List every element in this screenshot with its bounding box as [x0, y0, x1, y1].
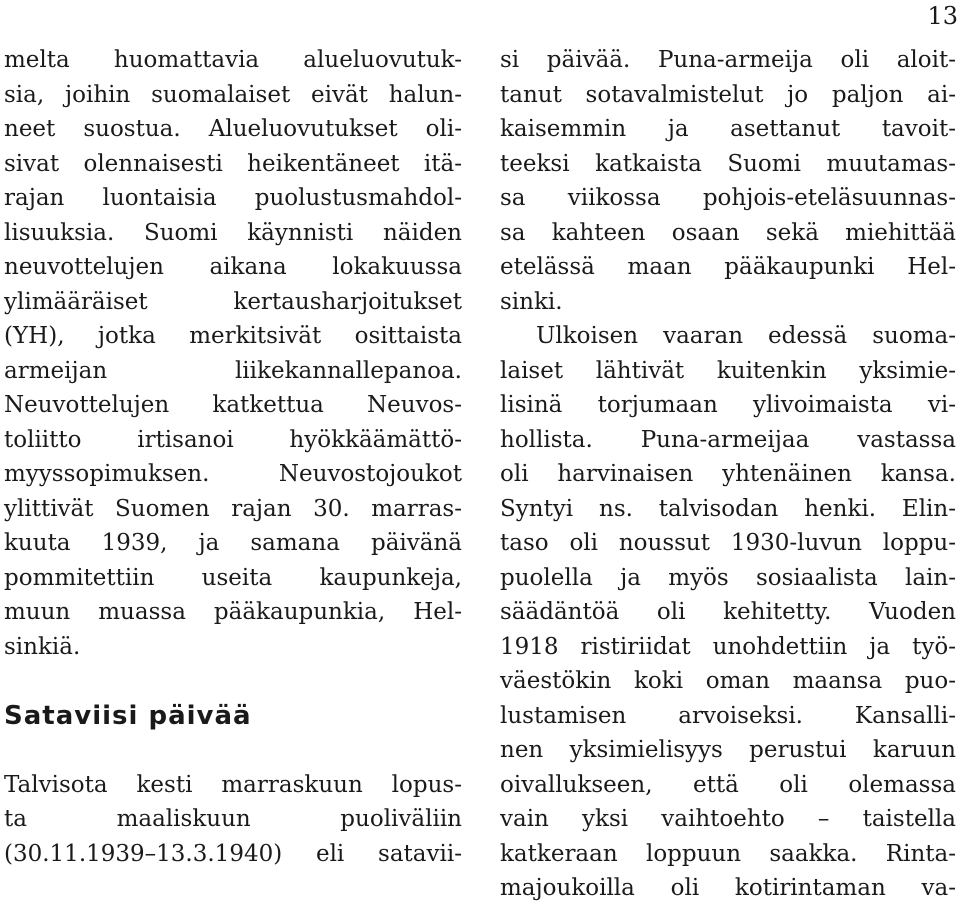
text-line: vain yksi vaihtoehto – taistella — [500, 806, 956, 832]
text-line: (30.11.1939–13.3.1940) eli satavii- — [4, 840, 462, 867]
text-line: Talvisota kesti marraskuun lopus- — [4, 771, 462, 798]
text-line: majoukoilla oli kotirintaman va- — [500, 875, 956, 901]
text-line: taso oli noussut 1930-luvun loppu- — [500, 530, 956, 556]
text-line: tanut sotavalmistelut jo paljon ai- — [500, 81, 956, 108]
text-line: rajan luontaisia puolustusmahdol- — [4, 185, 462, 211]
text-line: Ulkoisen vaaran edessä suoma- — [536, 323, 956, 349]
text-line: sivat olennaisesti heikentäneet itä- — [4, 150, 462, 177]
text-line: kaisemmin ja asettanut tavoit- — [500, 116, 956, 142]
text-line: ylittivät Suomen rajan 30. marras- — [4, 495, 462, 522]
text-line: armeijan liikekannallepanoa. — [4, 357, 462, 384]
text-line: ta maaliskuun puoliväliin — [4, 806, 462, 832]
text-line: toliitto irtisanoi hyökkäämättö- — [4, 426, 462, 453]
text-line: sia, joihin suomalaiset eivät halun- — [4, 81, 462, 108]
text-line: säädäntöä oli kehitetty. Vuoden — [500, 599, 956, 625]
paragraph — [500, 43, 956, 319]
text-line: myyssopimuksen. Neuvostojoukot — [4, 461, 462, 487]
paragraph — [4, 43, 462, 664]
text-line: nen yksimielisyys perustui karuun — [500, 737, 956, 763]
text-line: muun muassa pääkaupunkia, Hel- — [4, 599, 462, 625]
text-line: oli harvinaisen yhtenäinen kansa. — [500, 461, 956, 487]
text-line: si päivää. Puna-armeija oli aloit- — [500, 47, 956, 73]
text-line: neuvottelujen aikana lokakuussa — [4, 254, 462, 280]
text-line: kuuta 1939, ja samana päivänä — [4, 530, 462, 556]
text-line: neet suostua. Alueluovutukset oli- — [4, 116, 462, 142]
text-line: Neuvottelujen katkettua Neuvos- — [4, 392, 462, 418]
text-line: (YH), jotka merkitsivät osittaista — [4, 323, 462, 349]
paragraph — [4, 768, 462, 872]
right-column — [500, 43, 956, 906]
spacer — [4, 664, 462, 699]
text-line: lisinä torjumaan ylivoimaista vi- — [500, 392, 956, 418]
section-heading: Sataviisi päivää — [4, 700, 252, 731]
left-column — [4, 43, 462, 871]
text-line: pommitettiin useita kaupunkeja, — [4, 564, 462, 591]
text-line: ylimääräiset kertausharjoitukset — [4, 288, 462, 315]
spacer — [4, 733, 462, 768]
text-line: lisuuksia. Suomi käynnisti näiden — [4, 219, 462, 246]
text-line: etelässä maan pääkaupunki Hel- — [500, 254, 956, 280]
text-line: 1918 ristiriidat unohdettiin ja työ- — [500, 633, 956, 660]
text-line: katkeraan loppuun saakka. Rinta- — [500, 840, 956, 867]
text-line: sinki. — [500, 288, 563, 315]
text-line: Syntyi ns. talvisodan henki. Elin- — [500, 495, 956, 522]
text-line: sa viikossa pohjois-eteläsuunnas- — [500, 185, 956, 211]
text-line: sa kahteen osaan sekä miehittää — [500, 219, 956, 246]
page-number: 13 — [927, 2, 958, 30]
text-line: oivallukseen, että oli olemassa — [500, 771, 956, 798]
text-line: väestökin koki oman maansa puo- — [500, 668, 956, 694]
text-line: sinkiä. — [4, 633, 81, 660]
text-line: laiset lähtivät kuitenkin yksimie- — [500, 357, 956, 384]
text-line: lustamisen arvoiseksi. Kansalli- — [500, 702, 956, 729]
text-line: hollista. Puna-armeijaa vastassa — [500, 426, 956, 453]
text-line: melta huomattavia alueluovutuk- — [4, 47, 462, 73]
paragraph — [500, 319, 956, 906]
text-line: teeksi katkaista Suomi muutamas- — [500, 150, 956, 177]
text-line: puolella ja myös sosiaalista lain- — [500, 564, 956, 591]
